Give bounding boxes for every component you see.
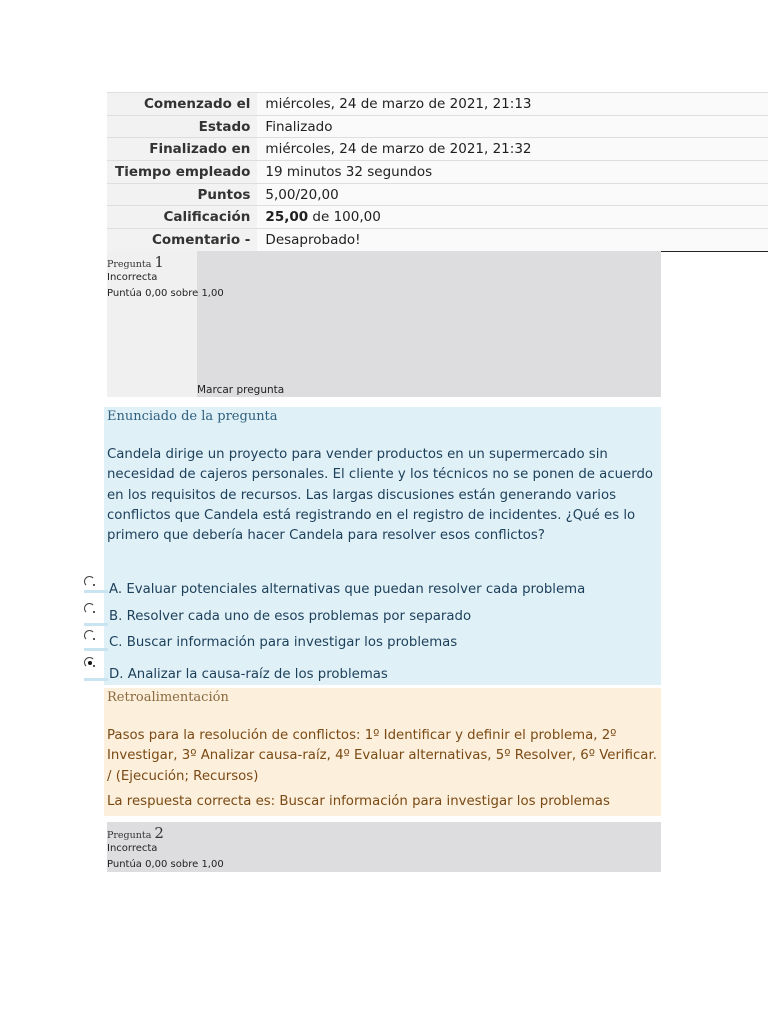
summary-label: Puntos bbox=[107, 183, 257, 206]
flag-question-link[interactable]: Marcar pregunta bbox=[197, 384, 285, 396]
grade-value: 25,00 bbox=[265, 209, 309, 226]
answer-b-label[interactable]: B. Resolver cada uno de esos problemas por separado bbox=[109, 609, 472, 624]
summary-label: Finalizado en bbox=[107, 138, 257, 161]
answer-a-marker bbox=[84, 590, 108, 593]
summary-value: miércoles, 24 de marzo de 2021, 21:32 bbox=[257, 138, 768, 161]
radio-dot bbox=[93, 638, 95, 640]
question-state: Incorrecta bbox=[107, 272, 158, 283]
attempt-summary-table bbox=[107, 92, 768, 252]
summary-row-time bbox=[107, 161, 768, 184]
summary-row-state bbox=[107, 115, 768, 138]
summary-value: 5,00/20,00 bbox=[257, 183, 768, 206]
summary-row-grade bbox=[107, 206, 768, 229]
answer-d-label[interactable]: D. Analizar la causa-raíz de los problemas bbox=[109, 667, 388, 682]
summary-row-points bbox=[107, 183, 768, 206]
summary-row-comment bbox=[107, 229, 768, 252]
summary-row-started bbox=[107, 93, 768, 116]
question-grade: Puntúa 0,00 sobre 1,00 bbox=[107, 288, 224, 299]
summary-label: Comenzado el bbox=[107, 93, 257, 116]
radio-dot bbox=[93, 584, 95, 586]
question-statement: Candela dirige un proyecto para vender productos en un supermercado sin necesidad de cajeros personales. El cliente y los técnicos no se ponen de acuerdo en los requisitos de recursos. Las largas discusiones están generando varios conflictos que Candela está registrando en el registro de incidentes. ¿Qué es lo primero que debería hacer Candela para resolver esos conflictos? bbox=[107, 447, 654, 544]
question-2-info bbox=[107, 822, 661, 872]
summary-value bbox=[257, 206, 768, 229]
feedback-label: Retroalimentación bbox=[107, 690, 229, 705]
question-grade: Puntúa 0,00 sobre 1,00 bbox=[107, 859, 224, 870]
summary-label: Estado bbox=[107, 115, 257, 138]
question-prefix: Pregunta bbox=[107, 259, 155, 270]
summary-row-finished bbox=[107, 138, 768, 161]
question-number bbox=[107, 253, 164, 271]
answer-c-marker bbox=[84, 648, 108, 651]
grade-max: de 100,00 bbox=[308, 209, 381, 226]
answer-d-marker bbox=[84, 678, 108, 681]
question-1-feedback bbox=[104, 688, 661, 816]
summary-label: Calificación bbox=[107, 206, 257, 229]
summary-value: 19 minutos 32 segundos bbox=[257, 161, 768, 184]
question-state: Incorrecta bbox=[107, 843, 158, 854]
summary-value: Desaprobado! bbox=[257, 229, 768, 252]
question-number-value: 2 bbox=[154, 824, 164, 842]
question-text-label: Enunciado de la pregunta bbox=[107, 409, 278, 424]
question-number bbox=[107, 824, 164, 842]
answer-a-label[interactable]: A. Evaluar potenciales alternativas que puedan resolver cada problema bbox=[109, 582, 586, 597]
question-1-info bbox=[107, 251, 661, 397]
answer-b-marker bbox=[84, 623, 108, 626]
question-number-value: 1 bbox=[154, 253, 164, 271]
summary-value: miércoles, 24 de marzo de 2021, 21:13 bbox=[257, 93, 768, 116]
summary-value: Finalizado bbox=[257, 115, 768, 138]
question-prefix: Pregunta bbox=[107, 830, 155, 841]
right-answer: La respuesta correcta es: Buscar información para investigar los problemas bbox=[107, 794, 610, 809]
radio-dot bbox=[93, 611, 95, 613]
summary-label: Comentario - bbox=[107, 229, 257, 252]
general-feedback: Pasos para la resolución de conflictos: 1º Identificar y definir el problema, 2º Investigar, 3º Analizar causa-raíz, 4º Evaluar alternativas, 5º Resolver, 6º Verificar. / (Ejecución; Recursos) bbox=[107, 728, 657, 784]
answer-c-label[interactable]: C. Buscar información para investigar los problemas bbox=[109, 635, 458, 650]
summary-label: Tiempo empleado bbox=[107, 161, 257, 184]
radio-dot bbox=[93, 665, 95, 667]
